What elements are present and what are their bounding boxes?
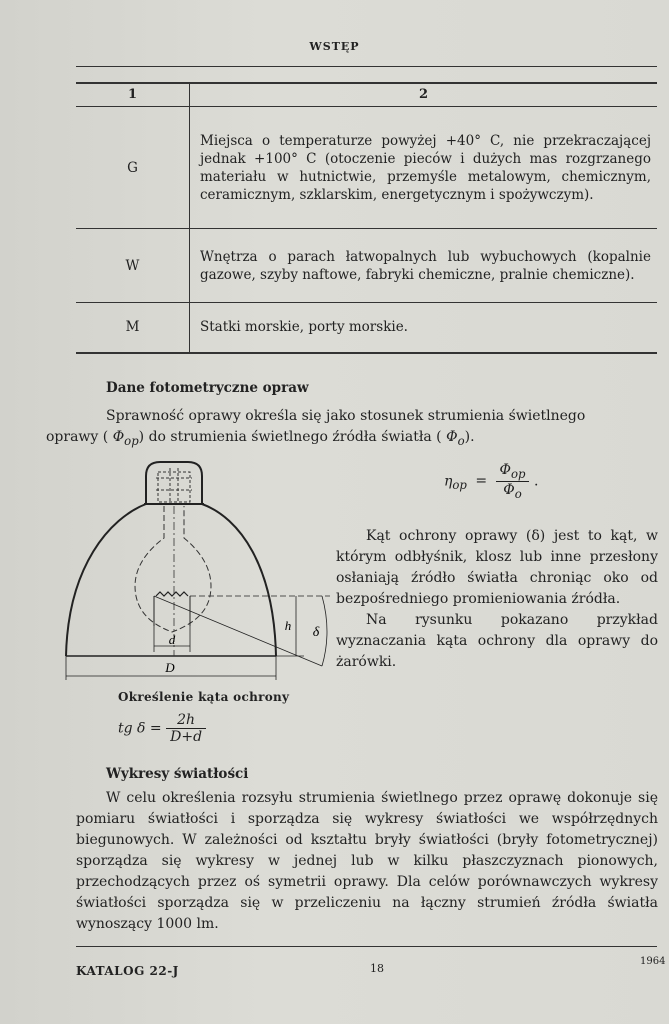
- tangent-formula: [118, 712, 206, 745]
- footer-page-number: 18: [370, 962, 384, 975]
- den-phi: Φ: [503, 481, 515, 498]
- table-header-row: [76, 83, 657, 107]
- row-description: Miejsca o temperaturze powyżej +40° C, nie przekraczającej jednak +100° C (otoczenie pieców i dużych mas rozgrzanego materiału w hutnictwie, przemyśle metalowym, chemicznym, ceramicznym, szklarskim, energetycznym i spożywczym).: [190, 107, 658, 229]
- phi-op-sub: op: [124, 433, 139, 448]
- zone-table: [76, 82, 657, 354]
- eta-sub: op: [452, 478, 467, 493]
- bulb-outline: [135, 506, 211, 632]
- row-description: Wnętrza o parach łatwopalnych lub wybuchowych (kopalnie gazowe, szyby naftowe, fabryki chemiczne, pralnie chemiczne).: [190, 229, 658, 303]
- den-sub: o: [514, 486, 522, 501]
- figure-caption: Określenie kąta ochrony: [118, 690, 290, 704]
- page-header: WSTĘP: [309, 40, 360, 53]
- fraction-numerator: [496, 462, 530, 482]
- eta-symbol: η: [444, 473, 453, 490]
- phi-op-symbol: Φ: [112, 429, 125, 445]
- row-code: W: [76, 229, 190, 303]
- row-description: Statki morskie, porty morskie.: [190, 303, 658, 353]
- efficiency-fraction: [496, 462, 530, 501]
- header-rule: [76, 66, 657, 67]
- paragraph-luminous: W celu określenia rozsyłu strumienia świetlnego przez oprawę dokonuje się pomiaru światłości i sporządza się wykresy światłości we współrzędnych biegunowych. W zależności od kształtu bryły światłości (bryły fotometrycznej) sporządza się wykresy w jednej lub w kilku płaszczyznach pionowych, przechodzących przez oś symetrii oprawy. Dla celów porównawczych wykresy światłości sporządza się w przeliczeniu na łączny strumień źródła światła wynoszący 1000 lm.: [76, 790, 658, 932]
- label-delta: δ: [312, 625, 320, 640]
- phi-o-symbol: Φ: [446, 429, 458, 445]
- label-d: d: [168, 632, 176, 647]
- table-row: [76, 303, 657, 353]
- footer-year: 1964: [640, 956, 666, 967]
- efficiency-text-a: oprawy (: [46, 429, 109, 445]
- tangent-lhs: tg δ =: [118, 720, 162, 737]
- equals-sign: =: [475, 473, 488, 490]
- label-D: D: [165, 660, 175, 675]
- tangent-fraction: [166, 712, 206, 745]
- footer-catalog: KATALOG 22-J: [76, 964, 179, 978]
- protection-angle-diagram: [60, 456, 340, 686]
- tangent-denominator: D+d: [170, 729, 203, 745]
- efficiency-text-c: ).: [464, 429, 475, 445]
- paragraph-example: Na rysunku pokazano przykład wyznaczania kąta ochrony dla oprawy do żarówki.: [336, 612, 658, 670]
- formula-dot: .: [533, 473, 539, 490]
- table-row: [76, 107, 657, 229]
- footer-rule: [76, 946, 657, 947]
- section-heading-photometric: Dane fotometryczne opraw: [106, 380, 309, 396]
- efficiency-text-line1: Sprawność oprawy określa się jako stosunek strumienia świetlnego: [106, 408, 586, 424]
- row-code: G: [76, 107, 190, 229]
- fraction-denominator: [496, 482, 530, 501]
- num-phi: Φ: [499, 462, 511, 478]
- label-h: h: [284, 618, 292, 633]
- table-header-col2: 2: [190, 83, 658, 107]
- filament: [156, 592, 188, 596]
- efficiency-text-b: ) do strumienia świetlnego źródła światła (: [138, 429, 442, 445]
- paragraph-protection-angle: Kąt ochrony oprawy (δ) jest to kąt, w którym odbłyśnik, klosz lub inne przesłony osłaniają źródło światła chroniąc oko od bezpośredniego promieniowania źródła.: [336, 528, 658, 607]
- holder-inner-detail: [156, 468, 192, 502]
- paragraph-efficiency: [46, 406, 658, 452]
- lamp-holder-outline: [146, 462, 202, 504]
- section-heading-luminous: Wykresy światłości: [106, 766, 249, 782]
- delta-arc: [322, 596, 327, 666]
- num-sub: op: [511, 466, 526, 481]
- table-row: [76, 229, 657, 303]
- phi-o-sub: o: [457, 433, 465, 448]
- row-code: M: [76, 303, 190, 353]
- efficiency-formula: [444, 462, 538, 501]
- table-header-col1: 1: [76, 83, 190, 107]
- tangent-numerator: 2h: [166, 712, 206, 729]
